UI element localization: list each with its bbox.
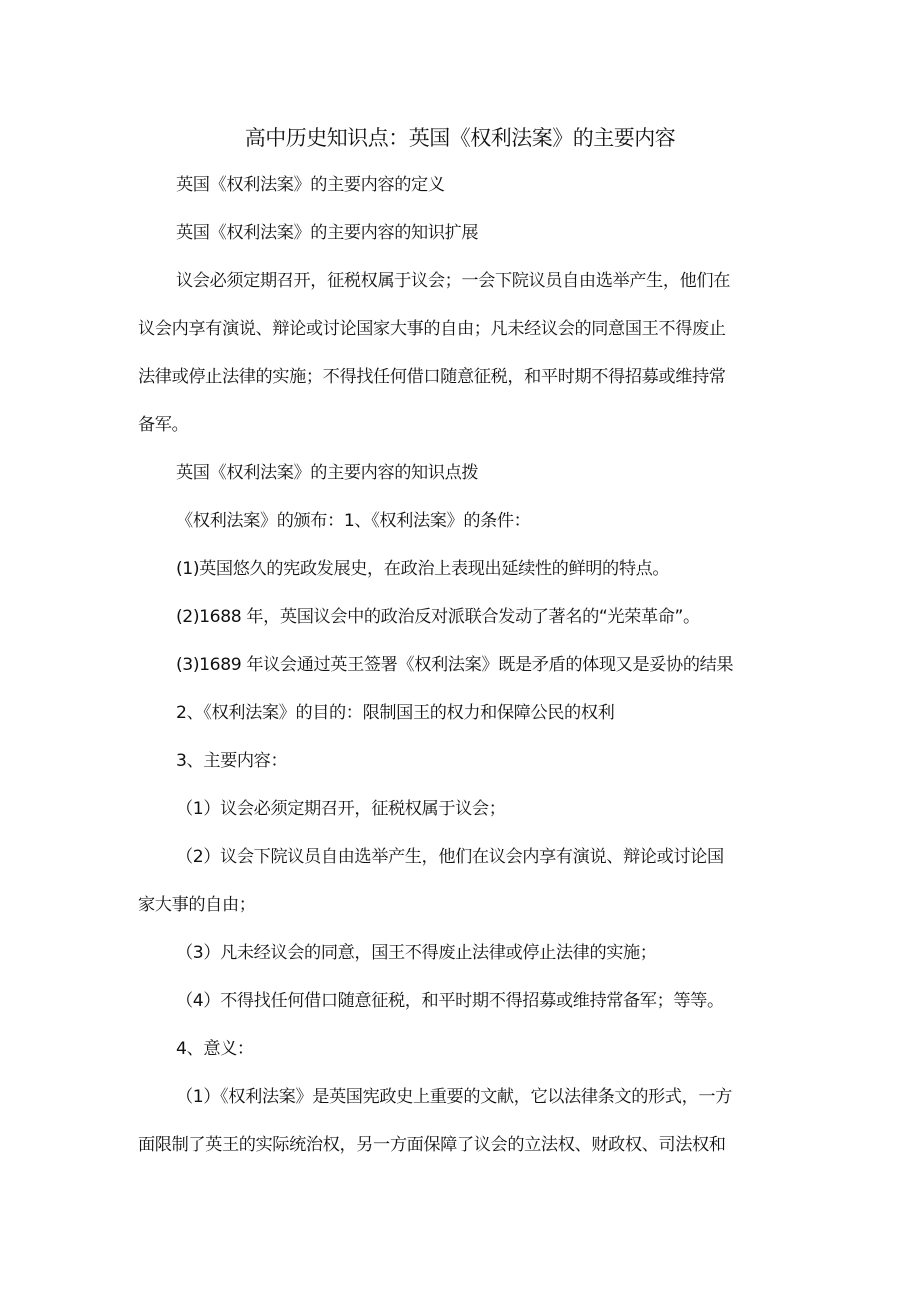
paragraph-line: 英国《权利法案》的主要内容的定义 bbox=[176, 175, 445, 195]
paragraph-line: （1）议会必须定期召开，征税权属于议会； bbox=[176, 799, 506, 819]
paragraph-line: (3)1689 年议会通过英王签署《权利法案》既是矛盾的体现又是妥协的结果 bbox=[176, 655, 734, 675]
paragraph-line: 3、主要内容： bbox=[176, 751, 288, 771]
paragraph-line: （2）议会下院议员自由选举产生，他们在议会内享有演说、辩论或讨论国 bbox=[176, 847, 724, 867]
paragraph-line: (2)1688 年，英国议会中的政治反对派联合发动了著名的“光荣革命”。 bbox=[176, 607, 700, 627]
document-title: 高中历史知识点：英国《权利法案》的主要内容 bbox=[244, 126, 676, 150]
paragraph-line: (1)英国悠久的宪政发展史，在政治上表现出延续性的鲜明的特点。 bbox=[176, 559, 670, 579]
paragraph-line: （3）凡未经议会的同意，国王不得废止法律或停止法律的实施； bbox=[176, 943, 657, 963]
paragraph-line: 法律或停止法律的实施；不得找任何借口随意征税，和平时期不得招募或维持常 bbox=[138, 367, 726, 387]
paragraph-line: 议会内享有演说、辩论或讨论国家大事的自由；凡未经议会的同意国王不得废止 bbox=[138, 319, 726, 339]
paragraph-line: 家大事的自由； bbox=[138, 895, 256, 915]
paragraph-line: 面限制了英王的实际统治权，另一方面保障了议会的立法权、财政权、司法权和 bbox=[138, 1135, 726, 1155]
paragraph-line: （4）不得找任何借口随意征税，和平时期不得招募或维持常备军；等等。 bbox=[176, 991, 724, 1011]
paragraph-line: （1）《权利法案》是英国宪政史上重要的文献，它以法律条文的形式，一方 bbox=[176, 1087, 732, 1107]
paragraph-line: 2、《权利法案》的目的：限制国王的权力和保障公民的权利 bbox=[176, 703, 615, 723]
paragraph-line: 《权利法案》的颁布：1、《权利法案》的条件： bbox=[176, 511, 531, 531]
paragraph-line: 英国《权利法案》的主要内容的知识扩展 bbox=[176, 223, 479, 243]
paragraph-line: 4、意义： bbox=[176, 1039, 254, 1059]
paragraph-line: 备军。 bbox=[138, 415, 189, 435]
paragraph-line: 英国《权利法案》的主要内容的知识点拨 bbox=[176, 463, 479, 483]
paragraph-line: 议会必须定期召开，征税权属于议会；一会下院议员自由选举产生，他们在 bbox=[176, 271, 730, 291]
